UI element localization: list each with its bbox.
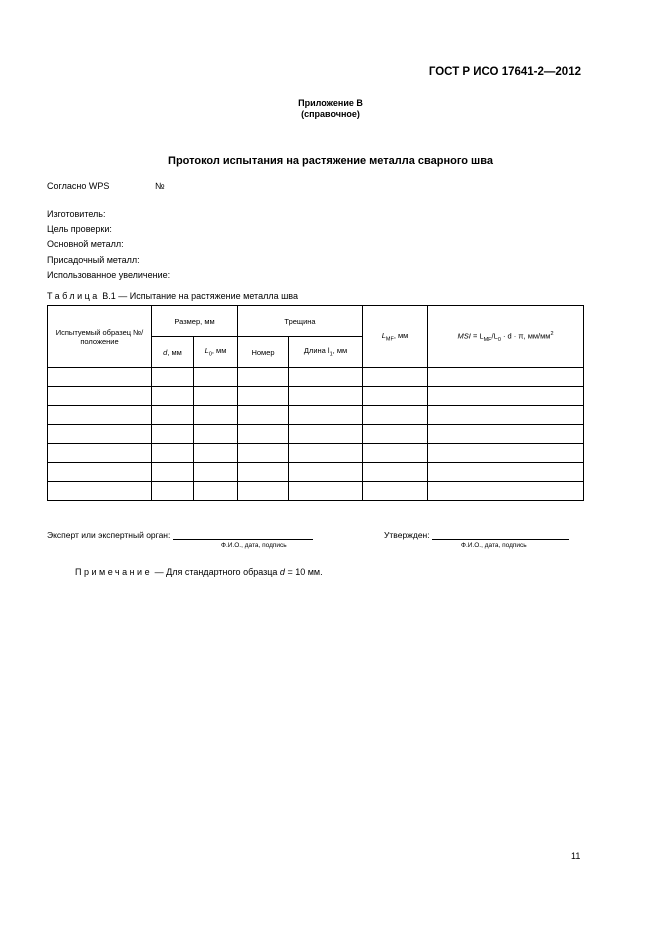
table-cell xyxy=(363,425,428,444)
table-cell xyxy=(363,463,428,482)
wps-number-label: № xyxy=(155,181,165,191)
table-row xyxy=(48,444,584,463)
header-diameter: d, мм xyxy=(152,337,194,368)
table-cell xyxy=(238,463,289,482)
table-cell xyxy=(152,425,194,444)
field-filler-metal: Присадочный металл: xyxy=(47,254,140,265)
header-crack: Трещина xyxy=(238,306,363,337)
table-cell xyxy=(48,387,152,406)
standard-code: ГОСТ Р ИСО 17641-2—2012 xyxy=(428,66,581,78)
table-cell xyxy=(428,482,584,501)
table-cell xyxy=(194,482,238,501)
protocol-fields xyxy=(47,207,170,283)
table-cell xyxy=(48,425,152,444)
field-test-purpose: Цель проверки: xyxy=(47,224,112,235)
approved-signature xyxy=(384,530,569,540)
approved-label: Утвержден: xyxy=(384,530,430,540)
table-cell xyxy=(363,444,428,463)
header-size: Размер, мм xyxy=(152,306,238,337)
header-sample: Испытуемый образец №/положение xyxy=(48,306,152,368)
table-cell xyxy=(194,425,238,444)
table-cell xyxy=(48,444,152,463)
expert-signature-caption: Ф.И.О., дата, подпись xyxy=(221,542,287,549)
note: Примечание — Для стандартного образца d = 10 мм. xyxy=(75,567,323,577)
document-title: Протокол испытания на растяжение металла сварного шва xyxy=(168,155,493,167)
table-cell xyxy=(289,482,363,501)
annex-title: Приложение В xyxy=(298,98,363,108)
table-cell xyxy=(152,387,194,406)
expert-signature xyxy=(47,530,313,540)
table-cell xyxy=(152,406,194,425)
table-cell xyxy=(289,406,363,425)
table-row xyxy=(48,425,584,444)
table-cell xyxy=(194,387,238,406)
field-magnification: Использованное увеличение: xyxy=(47,269,171,280)
table-cell xyxy=(48,463,152,482)
table-cell xyxy=(152,368,194,387)
table-cell xyxy=(428,368,584,387)
table-cell xyxy=(48,368,152,387)
table-cell xyxy=(238,444,289,463)
approved-signature-caption: Ф.И.О., дата, подпись xyxy=(461,542,527,549)
table-cell xyxy=(152,444,194,463)
table-cell xyxy=(238,425,289,444)
table-cell xyxy=(428,387,584,406)
table-caption-text: В.1 — Испытание на растяжение металла шва xyxy=(99,291,298,301)
table-cell xyxy=(428,463,584,482)
table-cell xyxy=(363,482,428,501)
table-cell xyxy=(194,463,238,482)
table-cell xyxy=(289,444,363,463)
table-cell xyxy=(48,482,152,501)
table-cell xyxy=(48,406,152,425)
tensile-test-table xyxy=(47,305,584,501)
expert-label: Эксперт или экспертный орган: xyxy=(47,530,171,540)
table-cell xyxy=(428,444,584,463)
header-lmf: $L_{MF}$, мм xyxy=(363,306,428,368)
table-cell xyxy=(289,368,363,387)
table-cell xyxy=(363,406,428,425)
note-word: Примечание xyxy=(75,567,153,577)
field-base-metal: Основной металл: xyxy=(47,239,124,250)
annex-subtitle: (справочное) xyxy=(301,109,360,119)
table-cell xyxy=(428,425,584,444)
table-cell xyxy=(289,425,363,444)
table-cell xyxy=(194,444,238,463)
expert-signature-line xyxy=(173,530,313,540)
header-crack-number: Номер xyxy=(238,337,289,368)
table-cell xyxy=(194,406,238,425)
header-crack-length: Длина $l_1$, мм xyxy=(289,337,363,368)
table-row xyxy=(48,387,584,406)
table-caption xyxy=(47,291,298,301)
table-cell xyxy=(238,406,289,425)
table-cell xyxy=(152,482,194,501)
page-number: 11 xyxy=(571,851,581,861)
table-cell xyxy=(428,406,584,425)
table-cell xyxy=(238,482,289,501)
table-cell xyxy=(289,387,363,406)
table-header-row-1 xyxy=(48,306,584,337)
table-cell xyxy=(289,463,363,482)
table-cell xyxy=(194,368,238,387)
header-msi: MSI = $L_{MF}/L_0 \cdot d \cdot \pi$, $мм/мм^2$ xyxy=(428,306,584,368)
table-cell xyxy=(238,368,289,387)
table-body xyxy=(48,368,584,501)
table-cell xyxy=(363,387,428,406)
table-cell xyxy=(238,387,289,406)
wps-label: Согласно WPS xyxy=(47,181,110,191)
annex-heading xyxy=(0,98,661,120)
table-cell xyxy=(152,463,194,482)
field-manufacturer: Изготовитель: xyxy=(47,209,106,219)
table-row xyxy=(48,463,584,482)
table-cell xyxy=(363,368,428,387)
table-caption-word: Таблица xyxy=(47,291,100,301)
table-row xyxy=(48,368,584,387)
table-row xyxy=(48,406,584,425)
table-row xyxy=(48,482,584,501)
header-l0: $L_0$, мм xyxy=(194,337,238,368)
approved-signature-line xyxy=(432,530,569,540)
